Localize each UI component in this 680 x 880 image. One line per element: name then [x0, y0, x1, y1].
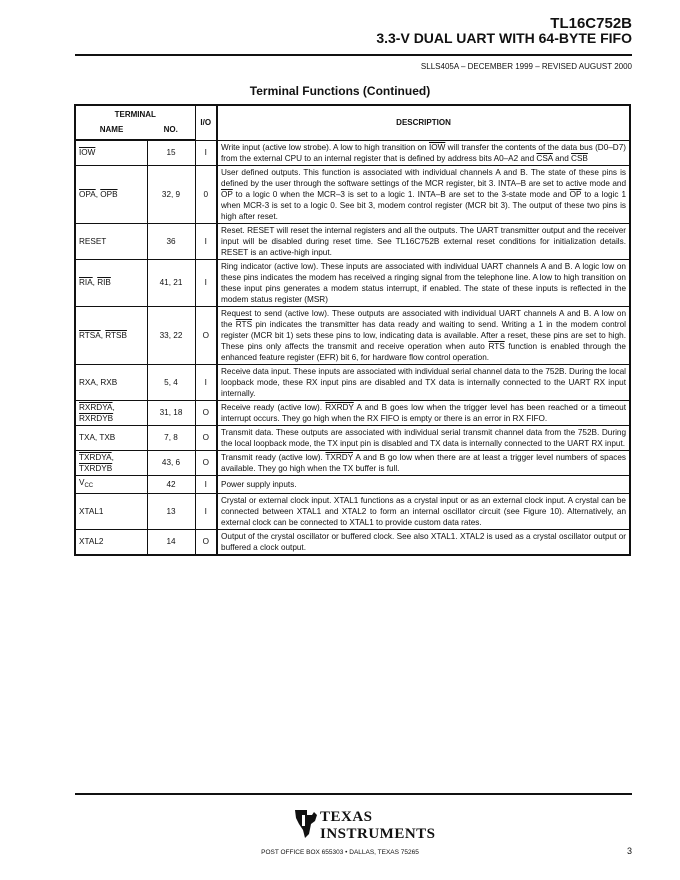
terminal-name: TXA, TXB — [75, 425, 147, 450]
section-title: Terminal Functions (Continued) — [249, 84, 431, 98]
terminal-io: I — [195, 223, 217, 259]
terminal-functions-table — [74, 104, 631, 556]
terminal-description: Write input (active low strobe). A low to high transition on $\overline{IOW}$ will transfer the contents of the data bus (D0–D7) from the external CPU to an internal register that is defined by address bits A0–A2 and $\overline{CSA}$ and $\overline{CSB}$ — [217, 140, 630, 165]
terminal-description: User defined outputs. This function is associated with individual channels A and B. The state of these pins is defined by the user through the software settings of the MCR register, bit 3. INTA–B are set to active mode and $\overline{OP}$ to a logic 0 when the MCR–3 is set to a logic 1. INTA–B are set to the 3-state mode and $\overline{OP}$ to a logic 1 when MCR-3 is set to a logic 0. See bit 3, modem control register (MCR bit 3). The output of these two pins is high after reset. — [217, 165, 630, 223]
terminal-name: $\overline{RIA}$, $\overline{RIB}$ — [75, 259, 147, 306]
terminal-description: Receive data input. These inputs are associated with individual serial channel data to the 752B. During the local loopback mode, these RX input pins are disabled and TX data is internally connected to the UART RX input internally. — [217, 364, 630, 400]
terminal-description: Transmit ready (active low). TXRDY A and B go low when there are at least a trigger level numbers of spaces available. They go high when the TX buffer is full. — [217, 450, 630, 475]
table-body — [75, 140, 630, 555]
terminal-number: 15 — [147, 140, 195, 165]
terminal-io: I — [195, 475, 217, 493]
terminal-description: Output of the crystal oscillator or buffered clock. See also XTAL1. XTAL2 is used as a crystal oscillator output or buffered a clock output. — [217, 529, 630, 555]
part-number: TL16C752B — [550, 15, 632, 32]
description-column-header: DESCRIPTION — [396, 118, 451, 128]
terminal-description: Crystal or external clock input. XTAL1 functions as a crystal input or as an external clock input. A crystal can be connected between XTAL1 and XTAL2 to form an internal oscillator circuit (see Figure 10). Alternatively, an external clock can be connected to XTAL1 to provide custom data rates. — [217, 493, 630, 529]
terminal-number: 33, 22 — [147, 306, 195, 364]
terminal-number: 42 — [147, 475, 195, 493]
table-row — [75, 165, 630, 223]
terminal-io: O — [195, 450, 217, 475]
table-row — [75, 400, 630, 425]
terminal-name: RXRDYA, RXRDYB — [75, 400, 147, 425]
terminal-number: 14 — [147, 529, 195, 555]
terminal-group-header: TERMINAL — [75, 105, 195, 121]
terminal-description: Ring indicator (active low). These inputs are associated with individual UART channels A and B. A logic low on these pins indicates the modem has received a ringing signal from the telephone line. A low to high transition on these input pins generates a modem status interrupt, if enabled. The state of these inputs is reflected in the modem status register (MSR) — [217, 259, 630, 306]
terminal-number: 36 — [147, 223, 195, 259]
table-row — [75, 493, 630, 529]
number-column-header: NO. — [147, 121, 195, 140]
table-row — [75, 529, 630, 555]
table-row — [75, 259, 630, 306]
table-row — [75, 475, 630, 493]
table-row — [75, 306, 630, 364]
footer-rule — [75, 793, 632, 795]
terminal-number: 43, 6 — [147, 450, 195, 475]
terminal-description: Request to send (active low). These outputs are associated with individual UART channels A and B. A low on the $\overline{RTS}$ pin indicates the transmitter has data ready and waiting to send. Writing a 1 in the modem control register (MCR bit 1) sets these pins to low, indicating data is available. After a reset, these pins are set to high. These pins only affects the transmit and receive operation when auto $\overline{RTS}$ function is enabled through the enhanced feature register (EFR) bit 6, for hardware flow control operation. — [217, 306, 630, 364]
terminal-name: TXRDYA, TXRDYB — [75, 450, 147, 475]
table-row — [75, 140, 630, 165]
terminal-io: O — [195, 425, 217, 450]
terminal-io: O — [195, 306, 217, 364]
terminal-number: 5, 4 — [147, 364, 195, 400]
terminal-number: 7, 8 — [147, 425, 195, 450]
page-number: 3 — [626, 846, 632, 856]
terminal-io: I — [195, 259, 217, 306]
terminal-name: XTAL1 — [75, 493, 147, 529]
terminal-io: I — [195, 364, 217, 400]
ti-wordmark — [320, 809, 436, 843]
terminal-number: 32, 9 — [147, 165, 195, 223]
terminal-number: 13 — [147, 493, 195, 529]
terminal-name: RTSA, RTSB — [75, 306, 147, 364]
ti-wordmark-line1: TEXAS — [320, 809, 373, 825]
terminal-number: 41, 21 — [147, 259, 195, 306]
table-row — [75, 364, 630, 400]
postal-address: POST OFFICE BOX 655303 • DALLAS, TEXAS 75265 — [261, 849, 419, 856]
table-row — [75, 223, 630, 259]
terminal-description: Power supply inputs. — [217, 475, 630, 493]
name-column-header: NAME — [75, 121, 147, 140]
terminal-io: I — [195, 140, 217, 165]
header-rule — [75, 54, 632, 56]
terminal-io: O — [195, 529, 217, 555]
terminal-name: RESET — [75, 223, 147, 259]
terminal-description: Reset. RESET will reset the internal registers and all the outputs. The UART transmitter output and the receiver input will be disabled during reset time. See TL16C752B external reset conditions for initialization details. RESET is an active-high input. — [217, 223, 630, 259]
terminal-description: Transmit data. These outputs are associated with individual serial transmit channel data from the 752B. During the local loopback mode, the TX input pin is disabled and TX data is internally connected to the UART RX input. — [217, 425, 630, 450]
io-column-header: I/O — [195, 105, 217, 140]
terminal-name: $V_{CC}$ — [75, 475, 147, 493]
terminal-name: XTAL2 — [75, 529, 147, 555]
document-header — [376, 16, 632, 46]
terminal-description: Receive ready (active low). RXRDY A and B goes low when the trigger level has been reached or a timeout interrupt occurs. They go high when the RX FIFO is empty or there is an error in RX FIFO. — [217, 400, 630, 425]
terminal-name: RXA, RXB — [75, 364, 147, 400]
terminal-number: 31, 18 — [147, 400, 195, 425]
document-reference: SLLS405A – DECEMBER 1999 – REVISED AUGUST 2000 — [420, 62, 632, 71]
terminal-io: 0 — [195, 165, 217, 223]
terminal-name: $\overline{OPA}$, $\overline{OPB}$ — [75, 165, 147, 223]
terminal-name: $\overline{IOW}$ — [75, 140, 147, 165]
ti-wordmark-line2: INSTRUMENTS — [320, 826, 436, 842]
document-subtitle: 3.3-V DUAL UART WITH 64-BYTE FIFO — [376, 30, 632, 46]
terminal-io: O — [195, 400, 217, 425]
terminal-io: I — [195, 493, 217, 529]
table-row — [75, 450, 630, 475]
table-row — [75, 425, 630, 450]
